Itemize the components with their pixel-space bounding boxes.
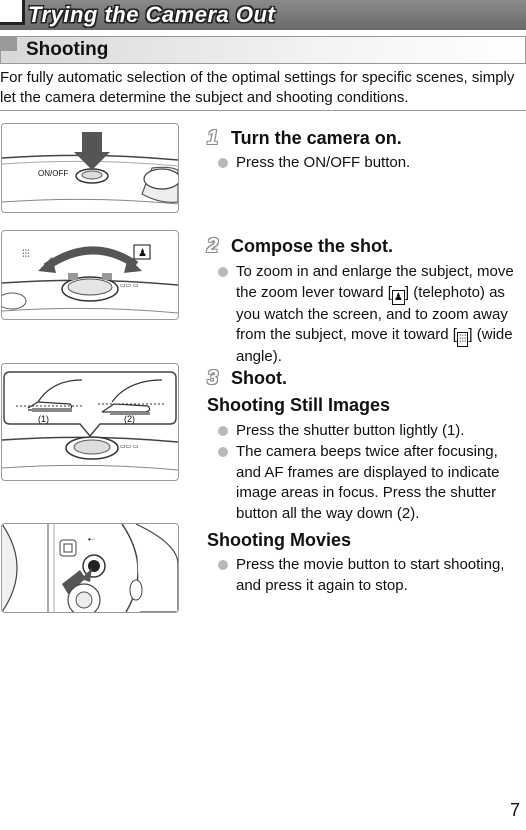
step-1-bullet <box>219 153 525 174</box>
chapter-banner <box>0 0 526 30</box>
step-2-number: 2 <box>207 235 219 257</box>
illustration-movie-button <box>1 523 179 613</box>
telephoto-icon: ♟ <box>393 291 403 303</box>
page-number: 7 <box>509 800 520 820</box>
step-3-number: 3 <box>207 367 219 389</box>
illustration-zoom-lever <box>1 230 179 320</box>
step-1-number: 1 <box>207 127 219 149</box>
svg-text:•ᐧᐧ: •ᐧᐧ <box>88 535 95 544</box>
still-bullet-1-text: Press the shutter button lightly (1). <box>236 422 465 439</box>
banner-corner-mark <box>0 0 25 25</box>
svg-text:▭▭ ▭: ▭▭ ▭ <box>120 283 139 289</box>
intro-text: For fully automatic selection of the optimal settings for specific scenes, simply let the camera determine the subject and shooting conditions. <box>0 69 515 106</box>
intro-divider <box>0 110 526 111</box>
wide-angle-icon: ⫶⫶⫶ <box>22 249 30 260</box>
telephoto-icon: ♟ <box>138 248 147 259</box>
bullet-dot-icon <box>218 560 228 570</box>
svg-text:▭▭ ▭: ▭▭ ▭ <box>120 444 139 450</box>
full-press-label: (2) <box>124 414 135 424</box>
step-2-heading <box>207 235 393 258</box>
half-press-label: (1) <box>38 414 49 424</box>
step-2-bullet-text-b: ] (telephoto) as you watch the screen, and to zoom away from the subject, move it toward [ <box>236 283 508 343</box>
wide-angle-icon: ⫶⫶⫶ <box>458 334 467 345</box>
illustration-power-button <box>1 123 179 213</box>
step-2-bullet <box>219 262 525 368</box>
section-title: Shooting <box>26 39 109 60</box>
bullet-dot-icon <box>218 158 228 168</box>
section-heading <box>0 36 526 64</box>
section-mark <box>1 37 17 51</box>
step-2-title: Compose the shot. <box>231 236 394 256</box>
step-3-heading <box>207 367 287 390</box>
still-bullet-2-text: The camera beeps twice after focusing, and AF frames are displayed to indicate image areas in focus. Press the shutter button all the way down (2). <box>236 443 500 522</box>
bullet-dot-icon <box>218 447 228 457</box>
still-bullet-2 <box>219 442 525 524</box>
movies-bullet-1-text: Press the movie button to start shooting, and press it again to stop. <box>236 556 505 594</box>
step-1-bullet-text: Press the ON/OFF button. <box>236 154 411 171</box>
chapter-title: Trying the Camera Out <box>28 2 276 27</box>
still-images-heading: Shooting Still Images <box>207 395 391 415</box>
step-1-heading <box>207 127 402 150</box>
bullet-dot-icon <box>218 426 228 436</box>
still-bullet-1 <box>219 421 525 442</box>
step-1-title: Turn the camera on. <box>231 128 402 148</box>
bullet-dot-icon <box>218 267 228 277</box>
movies-bullet-1 <box>219 555 525 596</box>
step-2-bullet-text-a: To zoom in and enlarge the subject, move the zoom lever toward [ <box>236 263 514 301</box>
movies-heading: Shooting Movies <box>207 530 351 550</box>
onoff-label: ON/OFF <box>38 169 69 178</box>
step-3-title: Shoot. <box>231 368 287 388</box>
illustration-shutter-button <box>1 363 179 481</box>
step-2-bullet-text-c: ] (wide angle). <box>236 326 513 365</box>
